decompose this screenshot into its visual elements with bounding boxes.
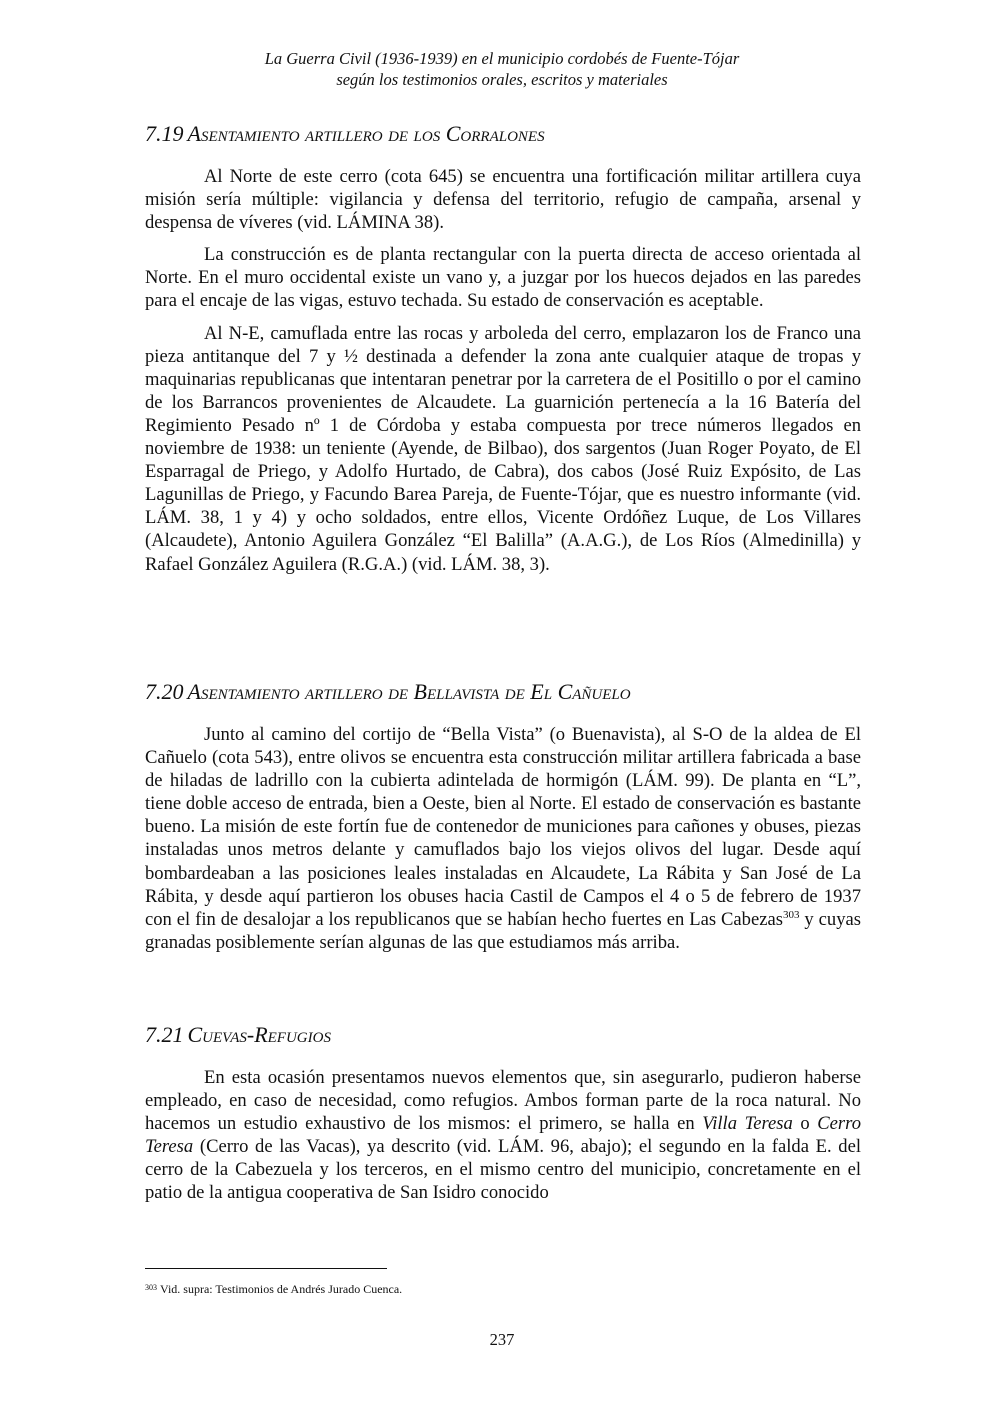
section-7-20 bbox=[145, 678, 861, 963]
footnote-text: Vid. supra: Testimonios de Andrés Jurado Cuenca. bbox=[160, 1282, 403, 1296]
paragraph-italic-text: Villa Teresa bbox=[702, 1113, 793, 1135]
section-7-21 bbox=[145, 1021, 861, 1214]
running-head-line-2: según los testimonios orales, escritos y materiales bbox=[336, 70, 668, 89]
running-head-line-1: La Guerra Civil (1936-1939) en el municipio cordobés de Fuente-Tójar bbox=[264, 49, 740, 68]
section-number: 7.21 bbox=[145, 1022, 184, 1047]
paragraph-text: o bbox=[792, 1113, 818, 1135]
section-title: Asentamiento artillero de Bellavista de El Cañuelo bbox=[187, 679, 631, 704]
running-head bbox=[0, 48, 1004, 90]
section-heading bbox=[145, 678, 861, 706]
section-title: Asentamiento artillero de los Corralones bbox=[187, 121, 545, 146]
paragraph: Al N-E, camuflada entre las rocas y arboleda del cerro, emplazaron los de Franco una pieza antitanque del 7 y ½ destinada a defender la zona ante cualquier ataque de tropas y maquinarias republicanas que intentaran penetrar por la carretera de el Positillo o por el camino de los Barrancos provenientes de Alcaudete. La guarnición pertenecía a la 16 Batería del Regimiento Pesado nº 1 de Córdoba y estaba compuesta por trece números llegados en noviembre de 1938: un teniente (Ayende, de Bilbao), dos sargentos (Juan Roger Poyato, de El Esparragal de Priego, y Adolfo Hurtado, de Cabra), dos cabos (José Ruiz Expósito, de Las Lagunillas de Priego, y Facundo Barea Pareja, de Fuente-Tójar, que es nuestro informante (vid. LÁM. 38, 1 y 4) y ocho soldados, entre ellos, Vicente Ordóñez Luque, de Los Villares (Alcaudete), Antonio Aguilera González “El Balilla” (A.A.G.), de Los Ríos (Almedinilla) y Rafael González Aguilera (R.G.A.) (vid. LÁM. 38, 3). bbox=[145, 322, 861, 575]
paragraph-text: En esta ocasión presentamos nuevos elementos que, sin asegurarlo, pudieron haberse empleado, en caso de necesidad, como refugios. Ambos forman parte de la roca natural. No hacemos un estudio exhaustivo de los mismos: el primero, se halla en bbox=[145, 1067, 861, 1135]
paragraph: La construcción es de planta rectangular con la puerta directa de acceso orientada al Norte. En el muro occidental existe un vano y, a juzgar por los huecos dejados en las paredes para el encaje de las vigas, estuvo techada. Su estado de conservación es aceptable. bbox=[145, 244, 861, 312]
footnote-divider bbox=[145, 1268, 387, 1269]
section-heading bbox=[145, 120, 861, 148]
footnote-reference[interactable]: 303 bbox=[782, 908, 800, 921]
page-number: 237 bbox=[489, 1330, 515, 1349]
paragraph: Al Norte de este cerro (cota 645) se encuentra una fortificación militar artillera cuya misión sería múltiple: vigilancia y defensa del territorio, refugio de campaña, arsenal y despensa de víveres (vid. LÁMINA 38). bbox=[145, 166, 861, 234]
footnote-number: 303 bbox=[145, 1283, 157, 1292]
paragraph bbox=[145, 723, 861, 954]
paragraph-italic-text: Cerro Teresa bbox=[145, 1113, 862, 1158]
section-title: Cuevas-Refugios bbox=[187, 1022, 331, 1047]
section-number: 7.19 bbox=[145, 121, 184, 146]
section-heading bbox=[145, 1021, 861, 1049]
section-7-19 bbox=[145, 120, 861, 585]
paragraph-text: y cuyas granadas posiblemente serían algunas de las que estudiamos más arriba. bbox=[145, 908, 861, 953]
section-number: 7.20 bbox=[145, 679, 184, 704]
paragraph-text: (Cerro de las Vacas), ya descrito (vid. LÁM. 96, abajo); el segundo en la falda E. del cerro de la Cabezuela y los terceros, en el mismo centro del municipio, concretamente en el patio de la antigua cooperativa de San Isidro conocido bbox=[145, 1136, 861, 1204]
paragraph-text: Junto al camino del cortijo de “Bella Vista” (o Buenavista), al S-O de la aldea de El Cañuelo (cota 543), entre olivos se encuentra esta construcción militar artillera fabricada a base de hiladas de ladrillo con la cubierta adintelada de hormigón (LÁM. 99). De planta en “L”, tiene doble acceso de entrada, bien a Oeste, bien al Norte. El estado de conservación es bastante bueno. La misión de este fortín fue de contenedor de municiones para cañones y obuses, piezas instaladas unos metros delante y camuflados bajo los viejos olivos del lugar. Desde aquí bombardeaban a las posiciones leales instaladas en Alcaudete, La Rábita y San José de La Rábita, y desde aquí partieron los obuses hacia Castil de Campos el 4 o 5 de febrero de 1937 con el fin de desalojar a los republicanos que se habían hecho fuertes en Las Cabezas bbox=[145, 724, 861, 930]
paragraph bbox=[145, 1066, 861, 1205]
footnote bbox=[145, 1282, 861, 1297]
